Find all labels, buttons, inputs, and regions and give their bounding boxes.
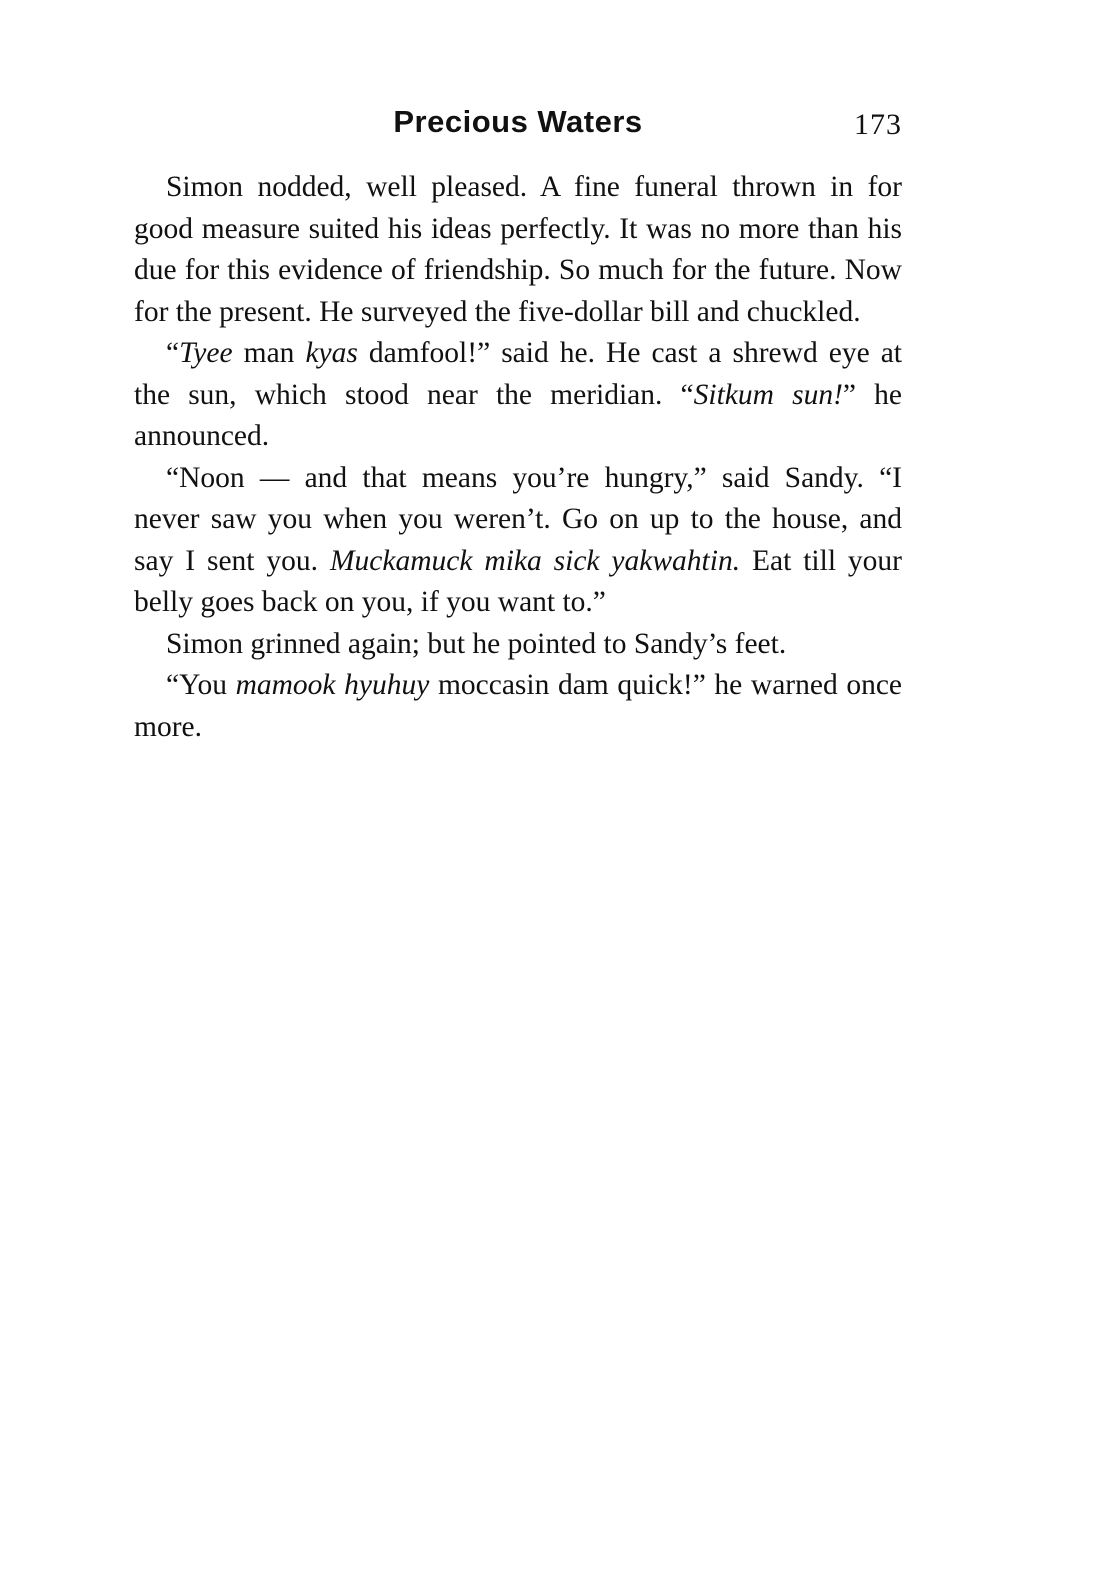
italic-span: Muckamuck mika sick yakwahtin. [329,544,741,577]
italic-span: kyas [305,337,358,369]
text-span: ” he announced. [134,378,903,452]
italic-span: mamook hyuhuy [235,669,430,701]
text-span: “Noon — and that means you’re hungry,” said Sandy. “I never saw you when you weren’t. Go on up to the house, and say I sent you. [134,461,902,577]
text-span: damfool!” said he. He cast a shrewd eye at the sun, which stood near the meridian. “ [134,337,902,411]
text-span: moccasin dam quick!” he warned once more. [134,669,903,743]
running-head [134,104,902,148]
body-text [134,167,902,748]
italic-span: Tyee [179,337,233,369]
running-title: Precious Waters [393,104,643,139]
paragraph-2 [134,333,902,458]
text-span: “You [166,669,236,701]
paragraph-3 [134,458,902,624]
text-span: Eat till your belly goes back on you, if you want to.” [134,544,903,618]
paragraph-5 [134,665,902,748]
italic-span: Sitkum sun! [693,378,843,411]
paragraph-1: Simon nodded, well pleased. A fine funeral thrown in for good measure suited his ideas perfectly. It was no more than his due for this evidence of friendship. So much for the future. Now for the present. He surveyed the five-dollar bill and chuckled. [134,171,902,328]
page-number: 173 [854,108,902,141]
text-span: “ [166,337,180,369]
paragraph-4: Simon grinned again; but he pointed to Sandy’s feet. [166,627,787,660]
text-span: man [232,337,306,369]
